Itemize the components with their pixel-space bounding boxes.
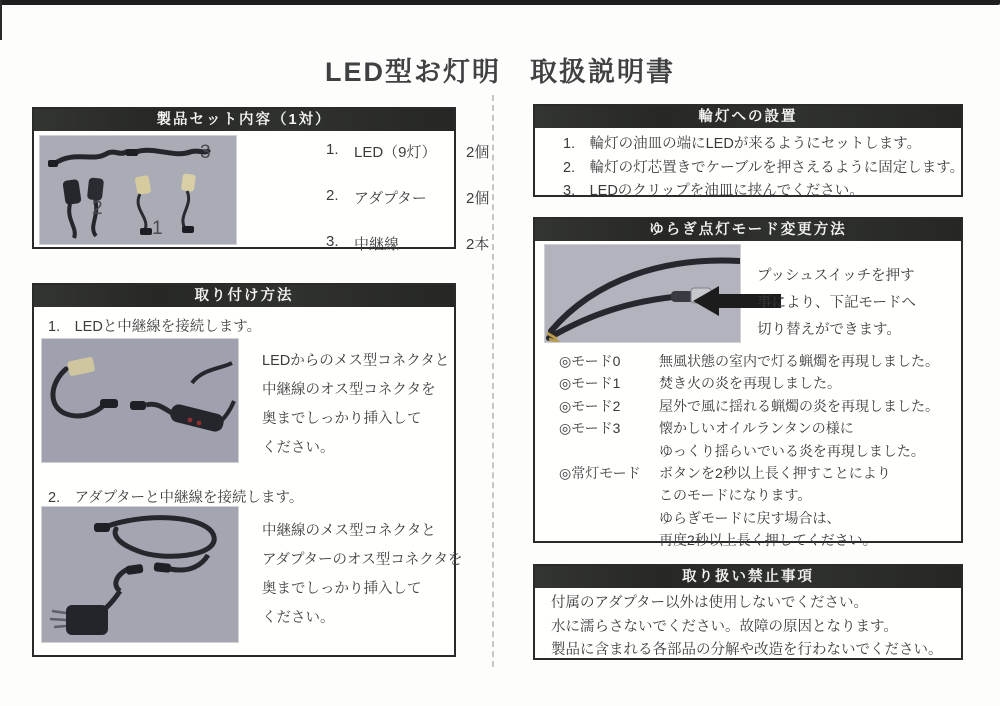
note-line: 事により、下記モードへ bbox=[757, 295, 916, 311]
ring-setup-header: 輪灯への設置 bbox=[535, 106, 961, 128]
desc-line: アダプターのオス型コネクタを bbox=[262, 552, 463, 568]
prohibit-box bbox=[533, 564, 963, 660]
prohibit-lines bbox=[551, 592, 943, 663]
mode-name: ◎モード0 bbox=[559, 353, 621, 369]
push-switch-note bbox=[757, 263, 916, 344]
install-box bbox=[32, 283, 463, 657]
item-number: 2. bbox=[326, 187, 339, 204]
desc-line: 奥までしっかり挿入して bbox=[262, 411, 422, 427]
mode-desc-line: 焚き火の炎を再現しました。 bbox=[659, 375, 841, 392]
item-qty: 2個 bbox=[466, 144, 490, 161]
mode-desc-line: ゆらぎモードに戻す場合は、 bbox=[659, 509, 841, 526]
mode-list bbox=[559, 350, 939, 552]
mode-desc-line: ボタンを2秒以上長く押すことにより bbox=[659, 465, 891, 482]
note-line: プッシュスイッチを押す bbox=[757, 268, 915, 284]
mode-row bbox=[559, 350, 939, 372]
mode-desc-line: ゆっくり揺らいでいる炎を再現しました。 bbox=[659, 442, 925, 459]
item-qty: 2個 bbox=[466, 190, 490, 207]
desc-line: 中継線のオス型コネクタを bbox=[262, 382, 436, 398]
list-item bbox=[326, 233, 489, 254]
prohibit-line: 水に濡らさないでください。故障の原因となります。 bbox=[551, 618, 898, 635]
center-fold-line bbox=[492, 95, 494, 667]
mode-desc-line: このモードになります。 bbox=[659, 487, 812, 504]
photo-label-1: 1 bbox=[152, 218, 163, 239]
ring-step: 2. 輪灯の灯芯置きでケーブルを押さえるように固定します。 bbox=[563, 159, 965, 176]
desc-line: ください。 bbox=[262, 610, 335, 626]
desc-line: ください。 bbox=[262, 440, 335, 456]
note-line: 切り替えができます。 bbox=[757, 322, 901, 338]
page-title: LED型お灯明 取扱説明書 bbox=[325, 57, 675, 87]
install-step1-desc bbox=[262, 347, 449, 463]
item-name: アダプター bbox=[354, 190, 427, 207]
scan-edge-left bbox=[0, 0, 2, 40]
mode-name: ◎常灯モード bbox=[559, 465, 641, 482]
mode-desc-line: 無風状態の室内で灯る蝋燭を再現しました。 bbox=[659, 353, 939, 369]
mode-row bbox=[559, 372, 939, 394]
scan-edge-top bbox=[0, 0, 1000, 5]
mode-change-header: ゆらぎ点灯モード変更方法 bbox=[535, 219, 961, 241]
product-set-box bbox=[32, 107, 490, 253]
prohibit-line: 付属のアダプター以外は使用しないでください。 bbox=[551, 595, 868, 611]
photo-label-3: 3 bbox=[200, 142, 211, 163]
item-name: LED（9灯） bbox=[354, 144, 437, 161]
mode-desc bbox=[659, 417, 925, 462]
mode-desc bbox=[659, 395, 939, 417]
desc-line: 中継線のメス型コネクタと bbox=[262, 523, 436, 539]
item-qty: 2本 bbox=[466, 236, 490, 253]
product-set-photo bbox=[40, 136, 236, 244]
mode-desc bbox=[659, 462, 891, 552]
list-item bbox=[326, 141, 489, 162]
mode-row bbox=[559, 462, 939, 552]
list-item bbox=[326, 187, 489, 208]
install-step1-photo bbox=[42, 339, 238, 462]
install-step2-photo bbox=[42, 507, 238, 642]
item-number: 1. bbox=[326, 141, 339, 158]
mode-desc-line: 屋外で風に揺れる蝋燭の炎を再現しました。 bbox=[659, 397, 939, 414]
install-step2-label: 2. アダプターと中継線を接続します。 bbox=[48, 490, 304, 506]
mode-row bbox=[559, 395, 939, 417]
photo-label-2: 2 bbox=[92, 198, 103, 219]
ring-setup-steps bbox=[563, 133, 964, 204]
product-set-list bbox=[326, 141, 489, 279]
mode-name: ◎モード1 bbox=[559, 375, 621, 392]
item-number: 3. bbox=[326, 233, 339, 250]
prohibit-header: 取り扱い禁止事項 bbox=[535, 566, 961, 588]
adapter-cable-photo-drawing bbox=[42, 507, 238, 642]
mode-row bbox=[559, 417, 939, 462]
item-name: 中継線 bbox=[354, 236, 400, 253]
product-set-header: 製品セット内容（1対） bbox=[34, 109, 454, 131]
install-step1-label: 1. LEDと中継線を接続します。 bbox=[48, 319, 262, 335]
ring-setup-box bbox=[533, 104, 963, 197]
desc-line: LEDからのメス型コネクタと bbox=[262, 353, 450, 369]
mode-name: ◎モード3 bbox=[559, 420, 621, 437]
ring-step: 1. 輪灯の油皿の端にLEDが来るようにセットします。 bbox=[563, 136, 922, 152]
ring-step: 3. LEDのクリップを油皿に挟んでください。 bbox=[563, 183, 864, 199]
mode-desc bbox=[659, 350, 939, 372]
mode-desc bbox=[659, 372, 841, 394]
mode-change-box bbox=[533, 217, 963, 549]
mode-name: ◎モード2 bbox=[559, 397, 621, 414]
led-cable-photo-drawing bbox=[42, 339, 238, 462]
prohibit-line: 製品に含まれる各部品の分解や改造を行わないでください。 bbox=[551, 642, 943, 658]
mode-desc-line: 再度2秒以上長く押してください。 bbox=[659, 532, 877, 549]
install-header: 取り付け方法 bbox=[34, 285, 454, 307]
desc-line: 奥までしっかり挿入して bbox=[262, 581, 422, 597]
install-step2-desc bbox=[262, 517, 463, 633]
mode-desc-line: 懐かしいオイルランタンの様に bbox=[659, 420, 854, 437]
